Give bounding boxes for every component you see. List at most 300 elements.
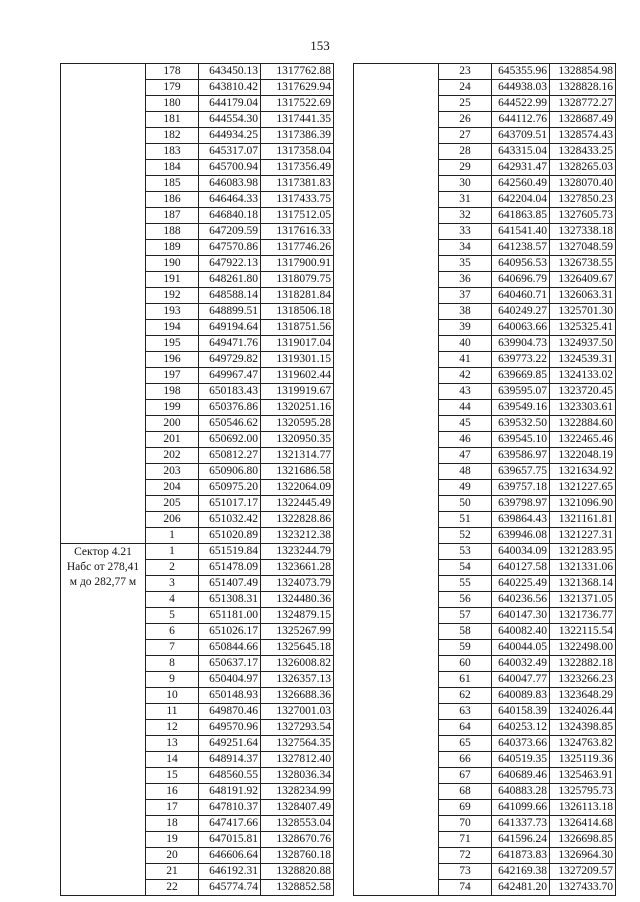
y-coordinate-cell: 1326008.82 (261, 656, 334, 672)
point-number-cell: 32 (439, 208, 492, 224)
x-coordinate-cell: 649870.46 (199, 704, 261, 720)
point-number-cell: 13 (146, 736, 199, 752)
y-coordinate-cell: 1321368.14 (550, 576, 616, 592)
point-number-cell: 53 (439, 544, 492, 560)
point-number-cell: 187 (146, 208, 199, 224)
y-coordinate-cell: 1320251.16 (261, 400, 334, 416)
x-coordinate-cell: 639549.16 (492, 400, 550, 416)
x-coordinate-cell: 641596.24 (492, 832, 550, 848)
point-number-cell: 41 (439, 352, 492, 368)
y-coordinate-cell: 1317629.94 (261, 80, 334, 96)
x-coordinate-cell: 639798.97 (492, 496, 550, 512)
y-coordinate-cell: 1325267.99 (261, 624, 334, 640)
y-coordinate-cell: 1324539.31 (550, 352, 616, 368)
x-coordinate-cell: 647209.59 (199, 224, 261, 240)
point-number-cell: 64 (439, 720, 492, 736)
point-number-cell: 44 (439, 400, 492, 416)
x-coordinate-cell: 639669.85 (492, 368, 550, 384)
point-number-cell: 26 (439, 112, 492, 128)
x-coordinate-cell: 640519.35 (492, 752, 550, 768)
point-number-cell: 37 (439, 288, 492, 304)
x-coordinate-cell: 647417.66 (199, 816, 261, 832)
y-coordinate-cell: 1328828.16 (550, 80, 616, 96)
point-number-cell: 63 (439, 704, 492, 720)
y-coordinate-cell: 1321161.81 (550, 512, 616, 528)
x-coordinate-cell: 648261.80 (199, 272, 261, 288)
point-number-cell: 191 (146, 272, 199, 288)
point-number-cell: 3 (146, 576, 199, 592)
point-number-cell: 190 (146, 256, 199, 272)
y-coordinate-cell: 1322828.86 (261, 512, 334, 528)
y-coordinate-cell: 1322465.46 (550, 432, 616, 448)
point-number-cell: 73 (439, 864, 492, 880)
y-coordinate-cell: 1328553.04 (261, 816, 334, 832)
point-number-cell: 184 (146, 160, 199, 176)
point-number-cell: 51 (439, 512, 492, 528)
x-coordinate-cell: 647570.86 (199, 240, 261, 256)
y-coordinate-cell: 1321314.77 (261, 448, 334, 464)
y-coordinate-cell: 1325119.36 (550, 752, 616, 768)
x-coordinate-cell: 651026.17 (199, 624, 261, 640)
page-number: 153 (310, 38, 330, 53)
x-coordinate-cell: 650148.93 (199, 688, 261, 704)
x-coordinate-cell: 639904.73 (492, 336, 550, 352)
x-coordinate-cell: 650546.62 (199, 416, 261, 432)
point-number-cell: 15 (146, 768, 199, 784)
x-coordinate-cell: 644522.99 (492, 96, 550, 112)
sector-cell (354, 64, 439, 896)
y-coordinate-cell: 1318751.56 (261, 320, 334, 336)
point-number-cell: 1 (146, 528, 199, 544)
x-coordinate-cell: 640127.58 (492, 560, 550, 576)
y-coordinate-cell: 1322445.49 (261, 496, 334, 512)
point-number-cell: 33 (439, 224, 492, 240)
x-coordinate-cell: 641873.83 (492, 848, 550, 864)
y-coordinate-cell: 1328854.98 (550, 64, 616, 80)
x-coordinate-cell: 651478.09 (199, 560, 261, 576)
x-coordinate-cell: 650183.43 (199, 384, 261, 400)
x-coordinate-cell: 644938.03 (492, 80, 550, 96)
y-coordinate-cell: 1327293.54 (261, 720, 334, 736)
point-number-cell: 204 (146, 480, 199, 496)
point-number-cell: 22 (146, 880, 199, 896)
point-number-cell: 59 (439, 640, 492, 656)
y-coordinate-cell: 1318506.18 (261, 304, 334, 320)
y-coordinate-cell: 1321371.05 (550, 592, 616, 608)
x-coordinate-cell: 640373.66 (492, 736, 550, 752)
y-coordinate-cell: 1326964.30 (550, 848, 616, 864)
x-coordinate-cell: 640147.30 (492, 608, 550, 624)
point-number-cell: 178 (146, 64, 199, 80)
y-coordinate-cell: 1327850.23 (550, 192, 616, 208)
x-coordinate-cell: 644934.25 (199, 128, 261, 144)
x-coordinate-cell: 650975.20 (199, 480, 261, 496)
point-number-cell: 24 (439, 80, 492, 96)
x-coordinate-cell: 640047.77 (492, 672, 550, 688)
point-number-cell: 9 (146, 672, 199, 688)
x-coordinate-cell: 643709.51 (492, 128, 550, 144)
x-coordinate-cell: 640460.71 (492, 288, 550, 304)
point-number-cell: 180 (146, 96, 199, 112)
point-number-cell: 46 (439, 432, 492, 448)
y-coordinate-cell: 1323266.23 (550, 672, 616, 688)
y-coordinate-cell: 1323212.38 (261, 528, 334, 544)
y-coordinate-cell: 1319301.15 (261, 352, 334, 368)
x-coordinate-cell: 650844.66 (199, 640, 261, 656)
x-coordinate-cell: 640225.49 (492, 576, 550, 592)
x-coordinate-cell: 641238.57 (492, 240, 550, 256)
point-number-cell: 11 (146, 704, 199, 720)
point-number-cell: 188 (146, 224, 199, 240)
x-coordinate-cell: 649194.64 (199, 320, 261, 336)
point-number-cell: 71 (439, 832, 492, 848)
point-number-cell: 52 (439, 528, 492, 544)
y-coordinate-cell: 1324763.82 (550, 736, 616, 752)
y-coordinate-cell: 1319017.04 (261, 336, 334, 352)
y-coordinate-cell: 1322882.18 (550, 656, 616, 672)
x-coordinate-cell: 646606.64 (199, 848, 261, 864)
point-number-cell: 179 (146, 80, 199, 96)
point-number-cell: 36 (439, 272, 492, 288)
x-coordinate-cell: 650404.97 (199, 672, 261, 688)
point-number-cell: 70 (439, 816, 492, 832)
y-coordinate-cell: 1324879.15 (261, 608, 334, 624)
x-coordinate-cell: 646083.98 (199, 176, 261, 192)
point-number-cell: 23 (439, 64, 492, 80)
x-coordinate-cell: 642204.04 (492, 192, 550, 208)
x-coordinate-cell: 641541.40 (492, 224, 550, 240)
x-coordinate-cell: 640253.12 (492, 720, 550, 736)
x-coordinate-cell: 640696.79 (492, 272, 550, 288)
x-coordinate-cell: 645355.96 (492, 64, 550, 80)
point-number-cell: 62 (439, 688, 492, 704)
y-coordinate-cell: 1318281.84 (261, 288, 334, 304)
x-coordinate-cell: 640082.40 (492, 624, 550, 640)
point-number-cell: 194 (146, 320, 199, 336)
point-number-cell: 1 (146, 544, 199, 560)
x-coordinate-cell: 640249.27 (492, 304, 550, 320)
point-number-cell: 201 (146, 432, 199, 448)
y-coordinate-cell: 1328852.58 (261, 880, 334, 896)
y-coordinate-cell: 1328070.40 (550, 176, 616, 192)
point-number-cell: 69 (439, 800, 492, 816)
point-number-cell: 56 (439, 592, 492, 608)
y-coordinate-cell: 1317433.75 (261, 192, 334, 208)
x-coordinate-cell: 639864.43 (492, 512, 550, 528)
y-coordinate-cell: 1322048.19 (550, 448, 616, 464)
point-number-cell: 206 (146, 512, 199, 528)
point-number-cell: 40 (439, 336, 492, 352)
point-number-cell: 5 (146, 608, 199, 624)
point-number-cell: 21 (146, 864, 199, 880)
y-coordinate-cell: 1317358.04 (261, 144, 334, 160)
y-coordinate-cell: 1323303.61 (550, 400, 616, 416)
x-coordinate-cell: 640044.05 (492, 640, 550, 656)
point-number-cell: 16 (146, 784, 199, 800)
y-coordinate-cell: 1328772.27 (550, 96, 616, 112)
point-number-cell: 14 (146, 752, 199, 768)
x-coordinate-cell: 651407.49 (199, 576, 261, 592)
point-number-cell: 61 (439, 672, 492, 688)
x-coordinate-cell: 651017.17 (199, 496, 261, 512)
y-coordinate-cell: 1317356.49 (261, 160, 334, 176)
x-coordinate-cell: 648191.92 (199, 784, 261, 800)
point-number-cell: 2 (146, 560, 199, 576)
x-coordinate-cell: 647015.81 (199, 832, 261, 848)
point-number-cell: 31 (439, 192, 492, 208)
y-coordinate-cell: 1327338.18 (550, 224, 616, 240)
point-number-cell: 54 (439, 560, 492, 576)
y-coordinate-cell: 1325325.41 (550, 320, 616, 336)
x-coordinate-cell: 640689.46 (492, 768, 550, 784)
sector-cell: Сектор 4.21 Набс от 278,41 м до 282,77 м (61, 544, 146, 896)
y-coordinate-cell: 1322115.54 (550, 624, 616, 640)
y-coordinate-cell: 1326409.67 (550, 272, 616, 288)
y-coordinate-cell: 1325795.73 (550, 784, 616, 800)
y-coordinate-cell: 1327564.35 (261, 736, 334, 752)
point-number-cell: 203 (146, 464, 199, 480)
point-number-cell: 192 (146, 288, 199, 304)
point-number-cell: 182 (146, 128, 199, 144)
y-coordinate-cell: 1321331.06 (550, 560, 616, 576)
y-coordinate-cell: 1328407.49 (261, 800, 334, 816)
x-coordinate-cell: 646464.33 (199, 192, 261, 208)
x-coordinate-cell: 650376.86 (199, 400, 261, 416)
point-number-cell: 195 (146, 336, 199, 352)
x-coordinate-cell: 650637.17 (199, 656, 261, 672)
x-coordinate-cell: 640032.49 (492, 656, 550, 672)
point-number-cell: 18 (146, 816, 199, 832)
point-number-cell: 198 (146, 384, 199, 400)
x-coordinate-cell: 641863.85 (492, 208, 550, 224)
point-number-cell: 47 (439, 448, 492, 464)
y-coordinate-cell: 1327605.73 (550, 208, 616, 224)
y-coordinate-cell: 1317900.91 (261, 256, 334, 272)
y-coordinate-cell: 1326063.31 (550, 288, 616, 304)
point-number-cell: 74 (439, 880, 492, 896)
x-coordinate-cell: 639946.08 (492, 528, 550, 544)
x-coordinate-cell: 640034.09 (492, 544, 550, 560)
point-number-cell: 181 (146, 112, 199, 128)
y-coordinate-cell: 1327001.03 (261, 704, 334, 720)
y-coordinate-cell: 1321283.95 (550, 544, 616, 560)
x-coordinate-cell: 651032.42 (199, 512, 261, 528)
point-number-cell: 7 (146, 640, 199, 656)
y-coordinate-cell: 1324133.02 (550, 368, 616, 384)
point-number-cell: 6 (146, 624, 199, 640)
x-coordinate-cell: 641099.66 (492, 800, 550, 816)
point-number-cell: 67 (439, 768, 492, 784)
y-coordinate-cell: 1326698.85 (550, 832, 616, 848)
x-coordinate-cell: 645700.94 (199, 160, 261, 176)
y-coordinate-cell: 1319919.67 (261, 384, 334, 400)
x-coordinate-cell: 642560.49 (492, 176, 550, 192)
y-coordinate-cell: 1328760.18 (261, 848, 334, 864)
y-coordinate-cell: 1327048.59 (550, 240, 616, 256)
x-coordinate-cell: 649251.64 (199, 736, 261, 752)
point-number-cell: 19 (146, 832, 199, 848)
x-coordinate-cell: 639545.10 (492, 432, 550, 448)
point-number-cell: 29 (439, 160, 492, 176)
y-coordinate-cell: 1323661.28 (261, 560, 334, 576)
x-coordinate-cell: 642481.20 (492, 880, 550, 896)
coordinates-table-right (353, 63, 616, 896)
sector-cell (61, 64, 146, 544)
y-coordinate-cell: 1322884.60 (550, 416, 616, 432)
x-coordinate-cell: 650692.00 (199, 432, 261, 448)
point-number-cell: 49 (439, 480, 492, 496)
x-coordinate-cell: 640158.39 (492, 704, 550, 720)
table-row (61, 544, 334, 560)
point-number-cell: 186 (146, 192, 199, 208)
x-coordinate-cell: 648560.55 (199, 768, 261, 784)
x-coordinate-cell: 648899.51 (199, 304, 261, 320)
x-coordinate-cell: 639595.07 (492, 384, 550, 400)
x-coordinate-cell: 640236.56 (492, 592, 550, 608)
point-number-cell: 28 (439, 144, 492, 160)
x-coordinate-cell: 643315.04 (492, 144, 550, 160)
coordinates-table-left (60, 63, 334, 896)
point-number-cell: 58 (439, 624, 492, 640)
x-coordinate-cell: 639532.50 (492, 416, 550, 432)
x-coordinate-cell: 644554.30 (199, 112, 261, 128)
y-coordinate-cell: 1324937.50 (550, 336, 616, 352)
point-number-cell: 55 (439, 576, 492, 592)
y-coordinate-cell: 1321227.65 (550, 480, 616, 496)
x-coordinate-cell: 651181.00 (199, 608, 261, 624)
y-coordinate-cell: 1322498.00 (550, 640, 616, 656)
y-coordinate-cell: 1321227.31 (550, 528, 616, 544)
point-number-cell: 12 (146, 720, 199, 736)
y-coordinate-cell: 1328820.88 (261, 864, 334, 880)
point-number-cell: 196 (146, 352, 199, 368)
x-coordinate-cell: 645317.07 (199, 144, 261, 160)
y-coordinate-cell: 1326357.13 (261, 672, 334, 688)
point-number-cell: 72 (439, 848, 492, 864)
y-coordinate-cell: 1326113.18 (550, 800, 616, 816)
point-number-cell: 38 (439, 304, 492, 320)
x-coordinate-cell: 650812.27 (199, 448, 261, 464)
x-coordinate-cell: 647810.37 (199, 800, 261, 816)
point-number-cell: 185 (146, 176, 199, 192)
x-coordinate-cell: 651519.84 (199, 544, 261, 560)
x-coordinate-cell: 651020.89 (199, 528, 261, 544)
x-coordinate-cell: 640883.28 (492, 784, 550, 800)
x-coordinate-cell: 651308.31 (199, 592, 261, 608)
y-coordinate-cell: 1318079.75 (261, 272, 334, 288)
x-coordinate-cell: 639773.22 (492, 352, 550, 368)
point-number-cell: 197 (146, 368, 199, 384)
point-number-cell: 193 (146, 304, 199, 320)
x-coordinate-cell: 645774.74 (199, 880, 261, 896)
y-coordinate-cell: 1317441.35 (261, 112, 334, 128)
point-number-cell: 43 (439, 384, 492, 400)
point-number-cell: 42 (439, 368, 492, 384)
y-coordinate-cell: 1328433.25 (550, 144, 616, 160)
y-coordinate-cell: 1323648.29 (550, 688, 616, 704)
point-number-cell: 57 (439, 608, 492, 624)
y-coordinate-cell: 1317746.26 (261, 240, 334, 256)
x-coordinate-cell: 649471.76 (199, 336, 261, 352)
table-row (354, 64, 616, 80)
x-coordinate-cell: 649729.82 (199, 352, 261, 368)
y-coordinate-cell: 1321096.90 (550, 496, 616, 512)
y-coordinate-cell: 1322064.09 (261, 480, 334, 496)
point-number-cell: 199 (146, 400, 199, 416)
y-coordinate-cell: 1317381.83 (261, 176, 334, 192)
y-coordinate-cell: 1317762.88 (261, 64, 334, 80)
point-number-cell: 4 (146, 592, 199, 608)
x-coordinate-cell: 640063.66 (492, 320, 550, 336)
y-coordinate-cell: 1320950.35 (261, 432, 334, 448)
x-coordinate-cell: 644112.76 (492, 112, 550, 128)
y-coordinate-cell: 1328036.34 (261, 768, 334, 784)
y-coordinate-cell: 1323244.79 (261, 544, 334, 560)
x-coordinate-cell: 640089.83 (492, 688, 550, 704)
point-number-cell: 8 (146, 656, 199, 672)
y-coordinate-cell: 1328670.76 (261, 832, 334, 848)
y-coordinate-cell: 1325463.91 (550, 768, 616, 784)
point-number-cell: 39 (439, 320, 492, 336)
y-coordinate-cell: 1321736.77 (550, 608, 616, 624)
y-coordinate-cell: 1326688.36 (261, 688, 334, 704)
y-coordinate-cell: 1328574.43 (550, 128, 616, 144)
x-coordinate-cell: 639757.18 (492, 480, 550, 496)
y-coordinate-cell: 1319602.44 (261, 368, 334, 384)
x-coordinate-cell: 650906.80 (199, 464, 261, 480)
x-coordinate-cell: 649570.96 (199, 720, 261, 736)
point-number-cell: 17 (146, 800, 199, 816)
y-coordinate-cell: 1326414.68 (550, 816, 616, 832)
y-coordinate-cell: 1328265.03 (550, 160, 616, 176)
y-coordinate-cell: 1326738.55 (550, 256, 616, 272)
x-coordinate-cell: 639586.97 (492, 448, 550, 464)
y-coordinate-cell: 1327209.57 (550, 864, 616, 880)
point-number-cell: 10 (146, 688, 199, 704)
y-coordinate-cell: 1320595.28 (261, 416, 334, 432)
point-number-cell: 34 (439, 240, 492, 256)
y-coordinate-cell: 1323720.45 (550, 384, 616, 400)
y-coordinate-cell: 1321686.58 (261, 464, 334, 480)
x-coordinate-cell: 646840.18 (199, 208, 261, 224)
y-coordinate-cell: 1317386.39 (261, 128, 334, 144)
x-coordinate-cell: 648588.14 (199, 288, 261, 304)
point-number-cell: 189 (146, 240, 199, 256)
y-coordinate-cell: 1317512.05 (261, 208, 334, 224)
point-number-cell: 50 (439, 496, 492, 512)
y-coordinate-cell: 1324480.36 (261, 592, 334, 608)
point-number-cell: 48 (439, 464, 492, 480)
point-number-cell: 35 (439, 256, 492, 272)
x-coordinate-cell: 640956.53 (492, 256, 550, 272)
x-coordinate-cell: 649967.47 (199, 368, 261, 384)
x-coordinate-cell: 647922.13 (199, 256, 261, 272)
y-coordinate-cell: 1317616.33 (261, 224, 334, 240)
point-number-cell: 65 (439, 736, 492, 752)
y-coordinate-cell: 1328687.49 (550, 112, 616, 128)
point-number-cell: 30 (439, 176, 492, 192)
x-coordinate-cell: 646192.31 (199, 864, 261, 880)
x-coordinate-cell: 642169.38 (492, 864, 550, 880)
y-coordinate-cell: 1327433.70 (550, 880, 616, 896)
y-coordinate-cell: 1321634.92 (550, 464, 616, 480)
y-coordinate-cell: 1328234.99 (261, 784, 334, 800)
point-number-cell: 66 (439, 752, 492, 768)
y-coordinate-cell: 1324398.85 (550, 720, 616, 736)
point-number-cell: 60 (439, 656, 492, 672)
point-number-cell: 20 (146, 848, 199, 864)
point-number-cell: 205 (146, 496, 199, 512)
